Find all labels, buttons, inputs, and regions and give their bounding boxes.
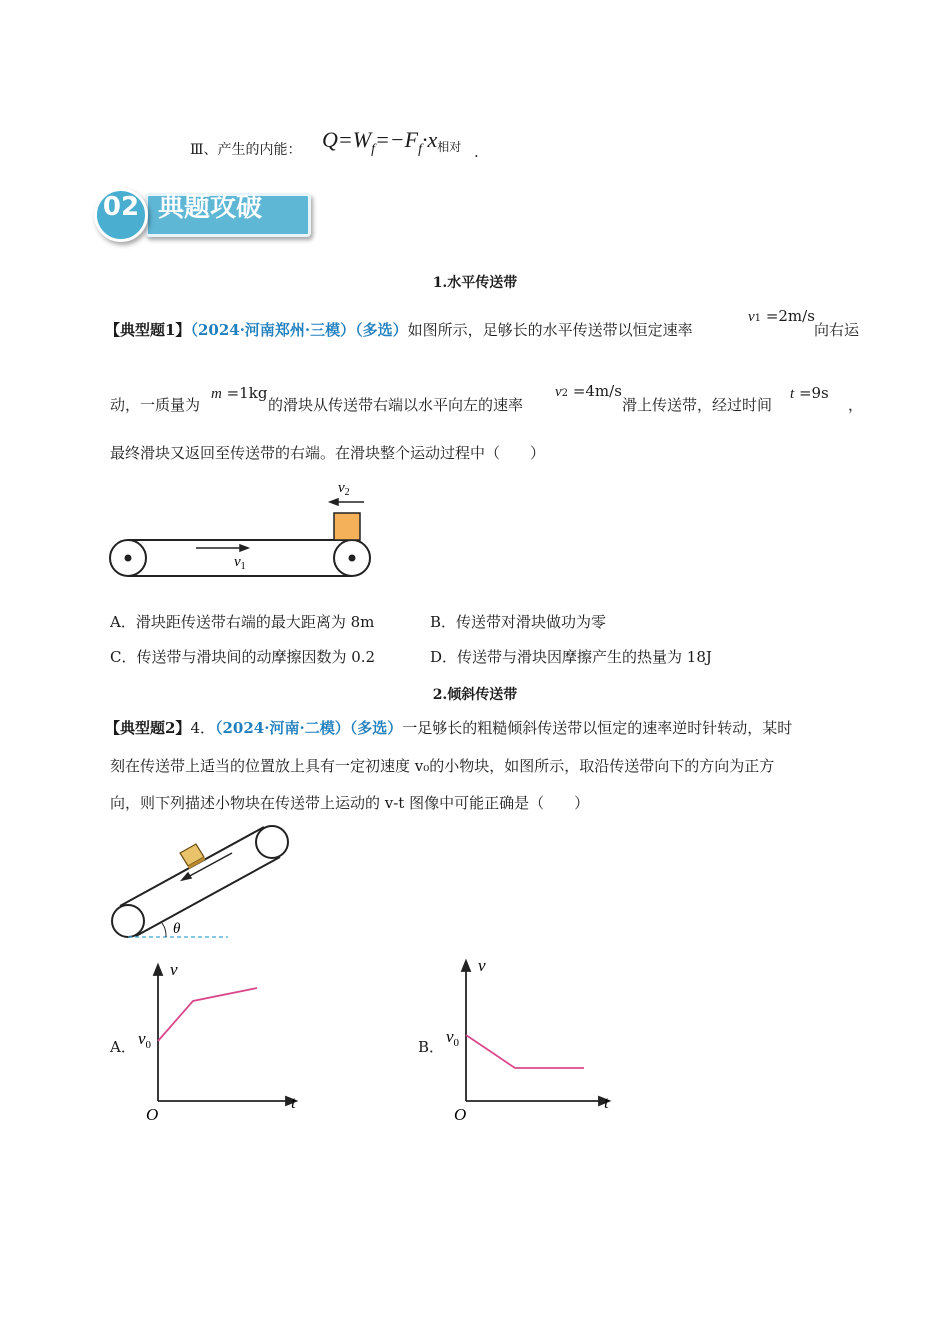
- slider-block: [334, 513, 360, 540]
- q1-line2-start: 动，一质量为: [110, 396, 201, 414]
- graph-b-v-axis-label: v: [478, 956, 486, 975]
- graph-b-t-axis-label: t: [604, 1093, 609, 1112]
- graph-a-origin: O: [146, 1105, 159, 1124]
- q1-source: （2024·河南郑州·三模）（多选）: [190, 321, 408, 339]
- lower-pulley: [112, 905, 144, 937]
- formula-period: .: [474, 143, 479, 161]
- q1-option-a[interactable]: A．滑块距传送带右端的最大距离为 8m: [110, 613, 375, 631]
- q1-option-d[interactable]: D．传送带与滑块因摩擦产生的热量为 18J: [430, 648, 712, 666]
- graph-b-curve: [466, 1035, 584, 1068]
- section-banner-title: 典题攻破: [158, 193, 263, 223]
- q1-v2-value: v2 =4m/s: [555, 382, 622, 400]
- q1-line1: 【典型题1】（2024·河南郑州·三模）（多选）如图所示，足够长的水平传送带以恒定速率: [105, 321, 693, 339]
- q1-line1-end: 向右运: [814, 321, 860, 339]
- graph-a-t-axis-label: t: [291, 1093, 296, 1112]
- section1-title: 1.水平传送带: [432, 275, 518, 291]
- q2-label: 【典型题2】: [105, 719, 191, 737]
- v2-arrow: [330, 499, 364, 505]
- q2-option-a-label[interactable]: A．: [110, 1038, 136, 1056]
- heat-formula: $Q=W_f=-F_f\cdot x$相对: [322, 127, 462, 157]
- q1-line2-mid2: 滑上传送带，经过时间: [622, 396, 773, 414]
- upper-pulley: [256, 826, 288, 858]
- q1-option-c[interactable]: C．传送带与滑块间的动摩擦因数为 0.2: [110, 648, 376, 666]
- q1-line2-end: ，: [848, 396, 864, 414]
- v1-label: $v_1$: [234, 554, 246, 572]
- graph-b-v0-label: $v_0$: [446, 1027, 460, 1049]
- inclined-belt-figure: [100, 820, 300, 945]
- theta-label: θ: [173, 921, 181, 937]
- section2-title: 2.倾斜传送带: [432, 687, 518, 703]
- angle-arc: [162, 923, 166, 937]
- q1-v1-value: v1 =2m/s: [748, 307, 815, 325]
- v2-label: $v_2$: [338, 480, 350, 498]
- left-pulley-axle: [125, 555, 132, 562]
- q1-mass-value: m =1kg: [211, 384, 268, 402]
- graph-b-axes: [462, 961, 609, 1105]
- q2-graph-b: [438, 955, 623, 1130]
- graph-b-origin: O: [454, 1105, 467, 1124]
- q2-source: （2024·河南·二模）（多选）: [215, 719, 403, 737]
- v1-arrow: [196, 545, 248, 551]
- q1-line3: 最终滑块又返回至传送带的右端。在滑块整个运动过程中（ ）: [110, 444, 546, 462]
- graph-a-v-axis-label: v: [170, 960, 178, 979]
- q2-line1: 【典型题2】4．（2024·河南·二模）（多选）一足够长的粗糙倾斜传送带以恒定的速率逆时针转动，某时: [105, 719, 793, 737]
- q2-option-b-label[interactable]: B．: [418, 1038, 445, 1056]
- right-pulley-axle: [349, 555, 356, 562]
- q1-line2-mid: 的滑块从传送带右端以水平向左的速率: [268, 396, 524, 414]
- q1-label: 【典型题1】: [105, 321, 191, 339]
- q1-time-value: t =9s: [790, 384, 829, 402]
- graph-a-curve: [158, 988, 257, 1041]
- q2-graph-a: [130, 955, 310, 1130]
- q2-line2: 刻在传送带上适当的位置放上具有一定初速度 v₀的小物块，如图所示，取沿传送带向下的方向为正方: [110, 757, 775, 775]
- graph-a-v0-label: $v_0$: [138, 1029, 152, 1051]
- q2-line3: 向，则下列描述小物块在传送带上运动的 v-t 图像中可能正确是（ ）: [110, 794, 590, 812]
- formula-prefix: Ⅲ、产生的内能：: [190, 142, 302, 158]
- q1-option-b[interactable]: B．传送带对滑块做功为零: [430, 613, 607, 631]
- belt-bottom: [136, 857, 280, 936]
- horizontal-belt-figure: [100, 472, 390, 584]
- section-banner-number: 02: [102, 192, 140, 222]
- graph-a-axes: [154, 965, 296, 1105]
